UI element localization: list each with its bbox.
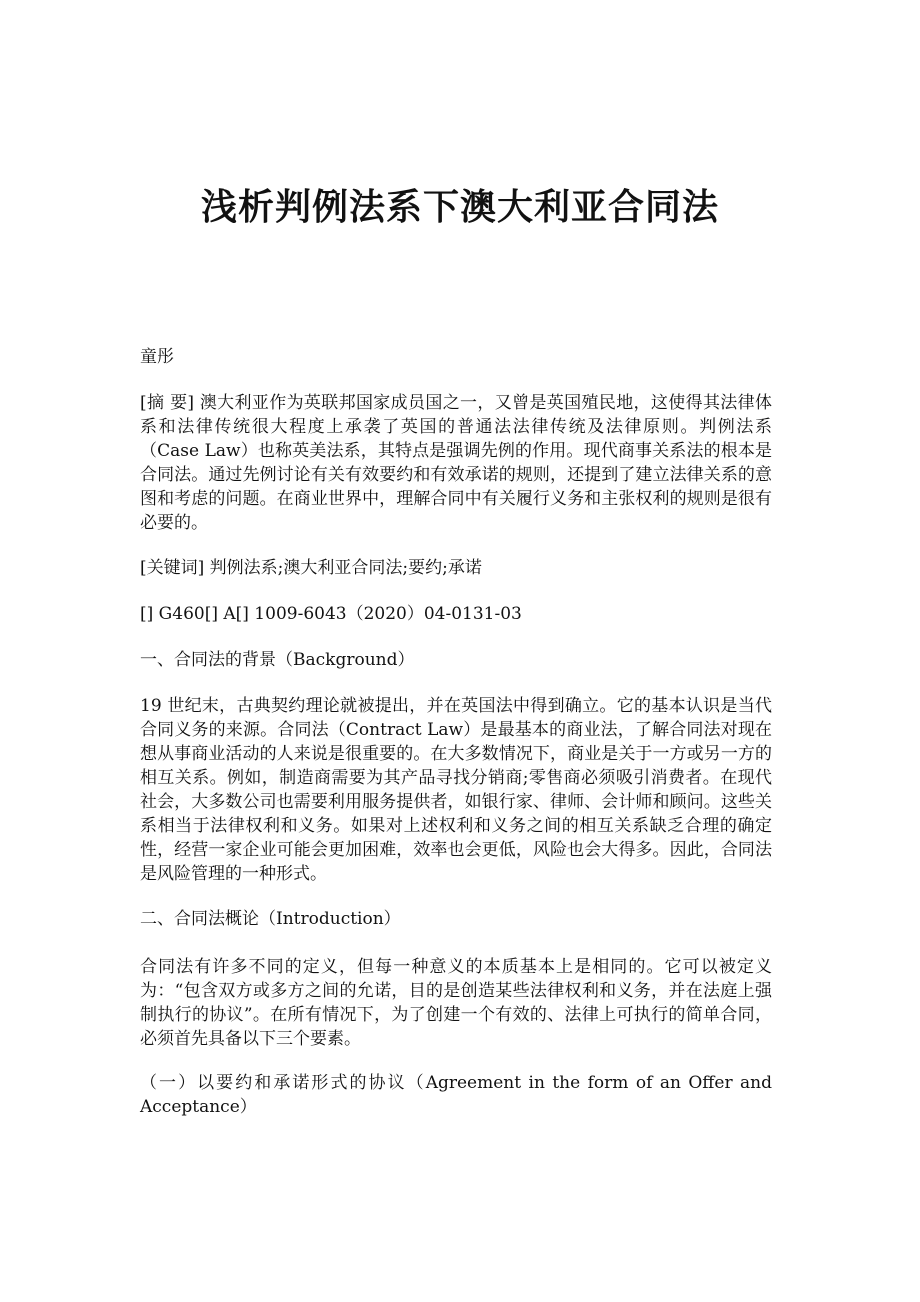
keywords-line: [关键词] 判例法系;澳大利亚合同法;要约;承诺 — [140, 558, 482, 578]
section-paragraph-introduction: 合同法有许多不同的定义，但每一种意义的本质基本上是相同的。它可以被定义为：“包含双方或多方之间的允诺，目的是创造某些法律权利和义务，并在法庭上强制执行的协议”。在所有情况下，为了创建一个有效的、法律上可执行的简单合同，必须首先具备以下三个要素。 — [140, 957, 772, 1049]
abstract-paragraph: [摘 要] 澳大利亚作为英联邦国家成员国之一，又曾是英国殖民地，这使得其法律体系和法律传统很大程度上承袭了英国的普通法法律传统及法律原则。判例法系（Case Law）也称英美法系，其特点是强调先例的作用。现代商事关系法的根本是合同法。通过先例讨论有关有效要约和有效承诺的规则，还提到了建立法律关系的意图和考虑的问题。在商业世界中，理解合同中有关履行义务和主张权利的规则是很有必要的。 — [140, 393, 772, 533]
section-paragraph-background: 19 世纪末，古典契约理论就被提出，并在英国法中得到确立。它的基本认识是当代合同义务的来源。合同法（Contract Law）是最基本的商业法，了解合同法对现在想从事商业活动的人来说是很重要的。在大多数情况下，商业是关于一方或另一方的相互关系。例如，制造商需要为其产品寻找分销商;零售商必须吸引消费者。在现代社会，大多数公司也需要利用服务提供者，如银行家、律师、会计师和顾问。这些关系相当于法律权利和义务。如果对上述权利和义务之间的相互关系缺乏合理的确定性，经营一家企业可能会更加困难，效率也会更低，风险也会大得多。因此，合同法是风险管理的一种形式。 — [140, 696, 772, 884]
classification-line: [] G460[] A[] 1009-6043（2020）04-0131-03 — [140, 604, 522, 624]
section-heading-introduction: 二、合同法概论（Introduction） — [140, 909, 401, 929]
author-name: 童彤 — [140, 347, 174, 367]
article-title: 浅析判例法系下澳大利亚合同法 — [200, 187, 719, 228]
section-heading-background: 一、合同法的背景（Background） — [140, 650, 415, 670]
subsection-heading-agreement: （一）以要约和承诺形式的协议（Agreement in the form of an Offer and Acceptance） — [140, 1073, 772, 1117]
